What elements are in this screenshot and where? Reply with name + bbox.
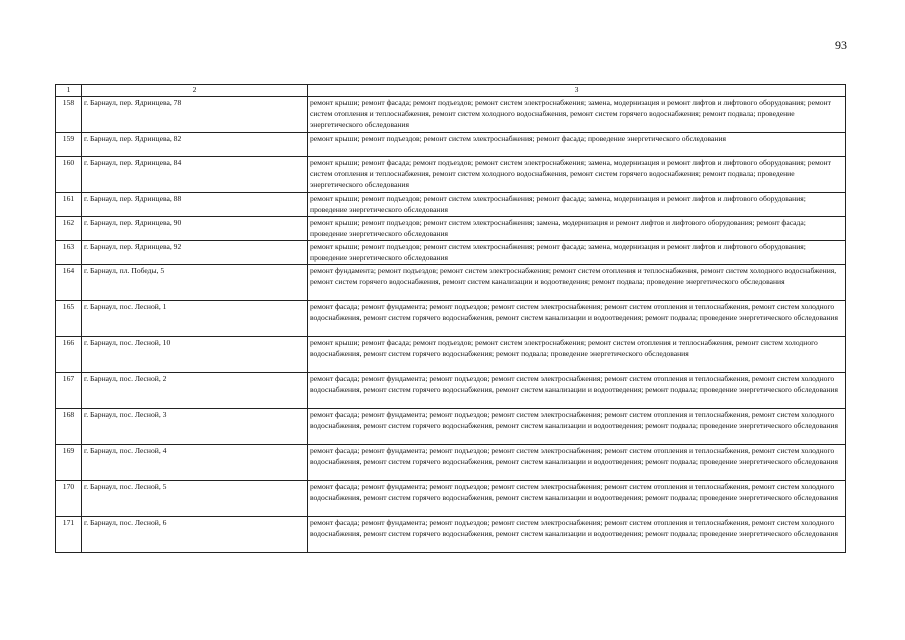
- row-works: ремонт фасада; ремонт фундамента; ремонт подъездов; ремонт систем электроснабжения; ремонт систем отопления и теплоснабжения, ремонт систем холодного водоснабжения, ремонт систем горячего водоснабжения, ремонт систем канализации и водоотведения; ремонт подвала; проведение энергетического обследования: [308, 373, 846, 409]
- header-col-3: 3: [308, 85, 846, 97]
- row-works: ремонт крыши; ремонт фасада; ремонт подъездов; ремонт систем электроснабжения; замена, модернизация и ремонт лифтов и лифтового оборудования; ремонт систем отопления и теплоснабжения, ремонт систем холодного водоснабжения, ремонт систем горячего водоснабжения; ремонт подвала; проведение энергетического обследования: [308, 97, 846, 133]
- table-row: [56, 157, 846, 193]
- page-number: 93: [835, 38, 847, 52]
- row-address: г. Барнаул, пер. Ядринцева, 88: [82, 193, 308, 217]
- table-row: [56, 481, 846, 517]
- table-header: [56, 85, 846, 97]
- row-address: г. Барнаул, пер. Ядринцева, 84: [82, 157, 308, 193]
- row-address: г. Барнаул, пер. Ядринцева, 90: [82, 217, 308, 241]
- row-address: г. Барнаул, пос. Лесной, 6: [82, 517, 308, 553]
- row-number: 161: [56, 193, 82, 217]
- row-address: г. Барнаул, пос. Лесной, 3: [82, 409, 308, 445]
- row-number: 166: [56, 337, 82, 373]
- row-works: ремонт крыши; ремонт фасада; ремонт подъездов; ремонт систем электроснабжения; ремонт систем отопления и теплоснабжения, ремонт систем холодного водоснабжения, ремонт систем горячего водоснабжения; ремонт подвала; проведение энергетического обследования: [308, 337, 846, 373]
- row-works: ремонт фундамента; ремонт подъездов; ремонт систем электроснабжения; ремонт систем отопления и теплоснабжения, ремонт систем холодного водоснабжения, ремонт систем горячего водоснабжения, ремонт систем канализации и водоотведения; ремонт подвала; проведение энергетического обследования: [308, 265, 846, 301]
- header-col-2: 2: [82, 85, 308, 97]
- row-works: ремонт фасада; ремонт фундамента; ремонт подъездов; ремонт систем электроснабжения; ремонт систем отопления и теплоснабжения, ремонт систем холодного водоснабжения, ремонт систем горячего водоснабжения, ремонт систем канализации и водоотведения; ремонт подвала; проведение энергетического обследования: [308, 445, 846, 481]
- row-address: г. Барнаул, пер. Ядринцева, 82: [82, 133, 308, 157]
- row-address: г. Барнаул, пос. Лесной, 10: [82, 337, 308, 373]
- row-number: 165: [56, 301, 82, 337]
- row-address: г. Барнаул, пер. Ядринцева, 92: [82, 241, 308, 265]
- row-number: 159: [56, 133, 82, 157]
- table-row: [56, 373, 846, 409]
- table-row: [56, 517, 846, 553]
- table-body: [56, 97, 846, 553]
- row-works: ремонт крыши; ремонт фасада; ремонт подъездов; ремонт систем электроснабжения; замена, модернизация и ремонт лифтов и лифтового оборудования; ремонт систем отопления и теплоснабжения, ремонт систем холодного водоснабжения, ремонт систем горячего водоснабжения; ремонт подвала; проведение энергетического обследования: [308, 157, 846, 193]
- table-row: [56, 133, 846, 157]
- row-address: г. Барнаул, пл. Победы, 5: [82, 265, 308, 301]
- table-row: [56, 217, 846, 241]
- row-works: ремонт крыши; ремонт подъездов; ремонт систем электроснабжения; ремонт фасада; замена, модернизация и ремонт лифтов и лифтового оборудования; проведение энергетического обследования: [308, 241, 846, 265]
- works-table: [55, 84, 846, 553]
- row-works: ремонт крыши; ремонт подъездов; ремонт систем электроснабжения; замена, модернизация и ремонт лифтов и лифтового оборудования; ремонт фасада; проведение энергетического обследования: [308, 217, 846, 241]
- row-number: 171: [56, 517, 82, 553]
- row-address: г. Барнаул, пос. Лесной, 4: [82, 445, 308, 481]
- table-row: [56, 241, 846, 265]
- table-row: [56, 301, 846, 337]
- row-number: 162: [56, 217, 82, 241]
- row-number: 169: [56, 445, 82, 481]
- table-row: [56, 193, 846, 217]
- row-works: ремонт фасада; ремонт фундамента; ремонт подъездов; ремонт систем электроснабжения; ремонт систем отопления и теплоснабжения, ремонт систем холодного водоснабжения, ремонт систем горячего водоснабжения, ремонт систем канализации и водоотведения; ремонт подвала; проведение энергетического обследования: [308, 409, 846, 445]
- row-address: г. Барнаул, пос. Лесной, 5: [82, 481, 308, 517]
- row-number: 158: [56, 97, 82, 133]
- table-row: [56, 265, 846, 301]
- row-works: ремонт фасада; ремонт фундамента; ремонт подъездов; ремонт систем электроснабжения; ремонт систем отопления и теплоснабжения, ремонт систем холодного водоснабжения, ремонт систем горячего водоснабжения, ремонт систем канализации и водоотведения; ремонт подвала; проведение энергетического обследования: [308, 301, 846, 337]
- row-works: ремонт крыши; ремонт подъездов; ремонт систем электроснабжения; ремонт фасада; замена, модернизация и ремонт лифтов и лифтового оборудования; проведение энергетического обследования: [308, 193, 846, 217]
- row-number: 163: [56, 241, 82, 265]
- row-number: 168: [56, 409, 82, 445]
- row-address: г. Барнаул, пос. Лесной, 1: [82, 301, 308, 337]
- table-row: [56, 409, 846, 445]
- row-number: 167: [56, 373, 82, 409]
- row-address: г. Барнаул, пер. Ядринцева, 78: [82, 97, 308, 133]
- row-number: 160: [56, 157, 82, 193]
- table-row: [56, 445, 846, 481]
- row-address: г. Барнаул, пос. Лесной, 2: [82, 373, 308, 409]
- row-works: ремонт крыши; ремонт подъездов; ремонт систем электроснабжения; ремонт фасада; проведение энергетического обследования: [308, 133, 846, 157]
- row-number: 170: [56, 481, 82, 517]
- table-row: [56, 337, 846, 373]
- row-works: ремонт фасада; ремонт фундамента; ремонт подъездов; ремонт систем электроснабжения; ремонт систем отопления и теплоснабжения, ремонт систем холодного водоснабжения, ремонт систем горячего водоснабжения, ремонт систем канализации и водоотведения; ремонт подвала; проведение энергетического обследования: [308, 517, 846, 553]
- header-col-1: 1: [56, 85, 82, 97]
- row-works: ремонт фасада; ремонт фундамента; ремонт подъездов; ремонт систем электроснабжения; ремонт систем отопления и теплоснабжения, ремонт систем холодного водоснабжения, ремонт систем горячего водоснабжения, ремонт систем канализации и водоотведения; ремонт подвала; проведение энергетического обследования: [308, 481, 846, 517]
- row-number: 164: [56, 265, 82, 301]
- table-row: [56, 97, 846, 133]
